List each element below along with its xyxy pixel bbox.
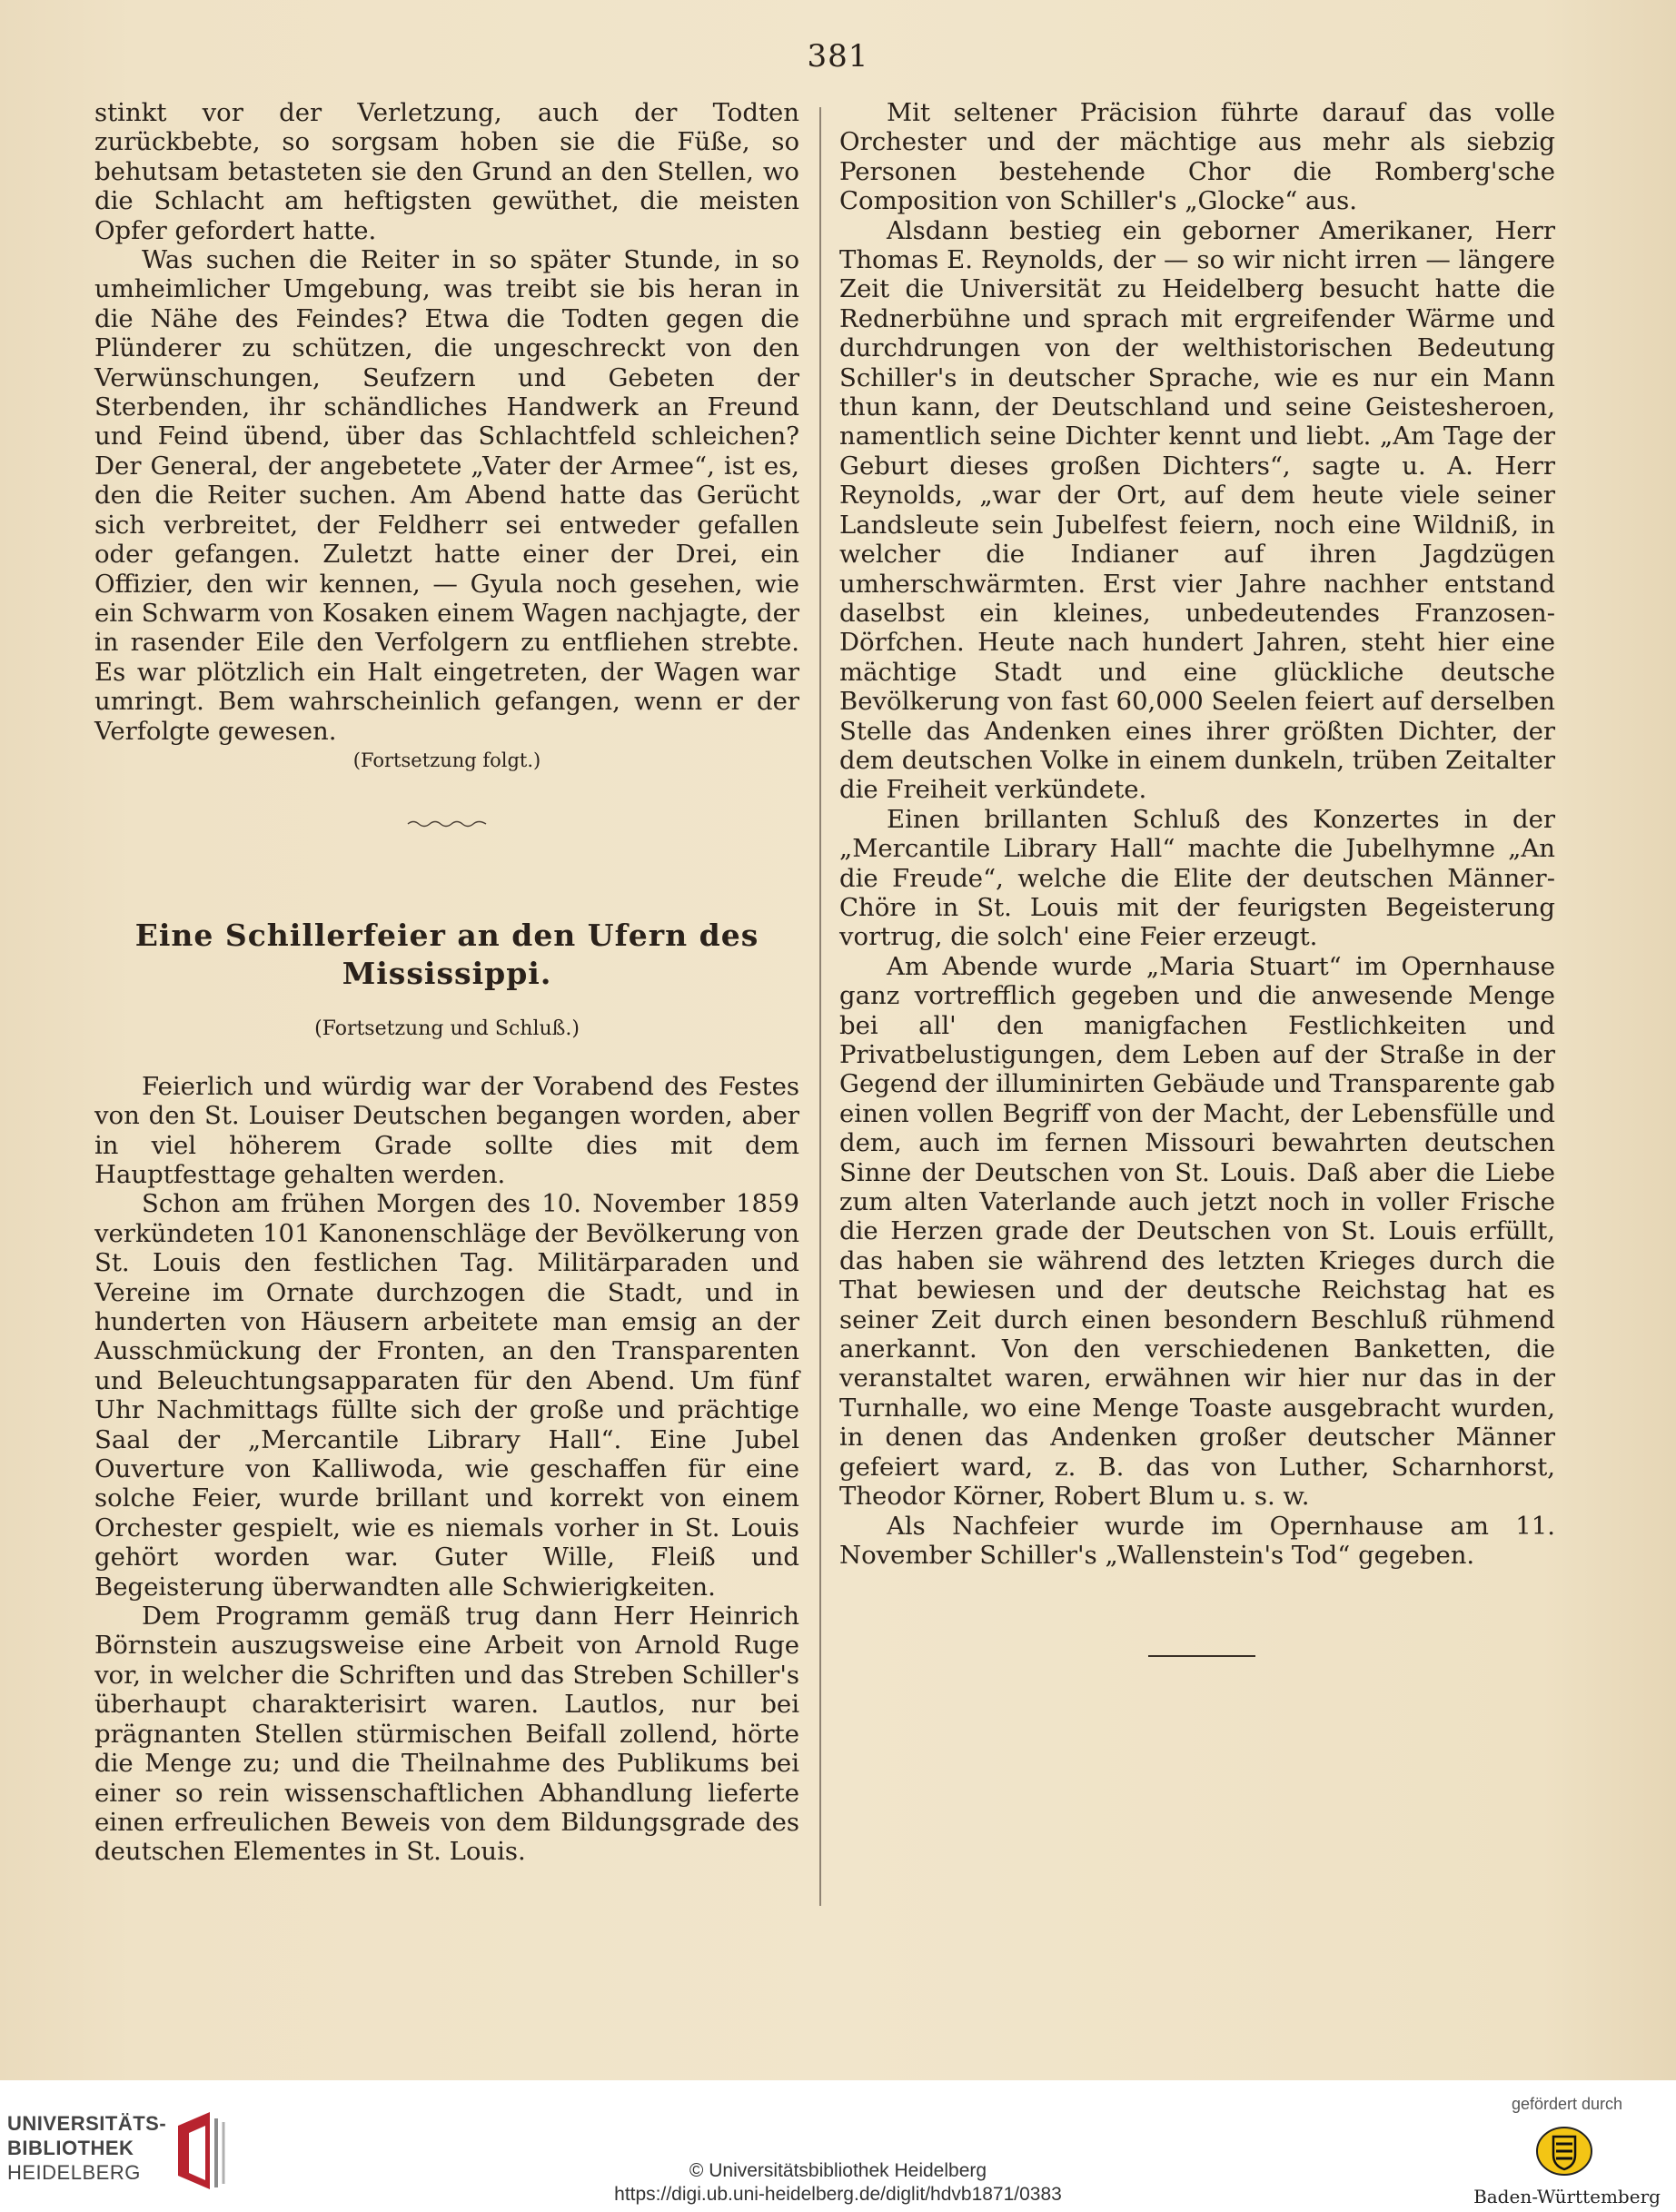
permalink[interactable]: https://digi.ub.uni-heidelberg.de/diglit/hdvb1871/0383 bbox=[614, 2184, 1062, 2205]
article-paragraph: Feierlich und würdig war der Vorabend des Festes von den St. Louiser Deutschen begangen worden, aber in viel höherem Grade sollte dies mit dem Hauptfesttage gehalten werden. bbox=[94, 1071, 799, 1189]
left-column bbox=[94, 98, 799, 1867]
viewer-footer bbox=[0, 2080, 1676, 2212]
article-paragraph: Schon am frühen Morgen des 10. November 1859 verkündeten 101 Kanonenschläge der Bevölkerung von St. Louis den festlichen Tag. Militärparaden und Vereine im Ornate durchzogen die Stadt, und in hunderten von Häusern arbeitete man emsig an der Ausschmückung der Fronten, an den Transparenten und Beleuchtungsapparaten für den Abend. Um fünf Uhr Nachmittags füllte sich der große und prächtige Saal der „Mercantile Library Hall“. Eine Jubel Ouverture von Kalliwoda, wie geschaffen für eine solche Feier, wurde brillant und korrekt von einem Orchester gespielt, wie es niemals vorher in St. Louis gehört worden war. Guter Wille, Fleiß und Begeisterung überwandten alle Schwierigkeiten. bbox=[94, 1189, 799, 1602]
article-paragraph: Am Abende wurde „Maria Stuart“ im Opernhause ganz vortrefflich gegeben und die anwesende Menge bei all' den manigfachen Festlichkeiten und Privatbelustigungen, dem Leben auf der Straße in der Gegend der illuminirten Gebäude und Transparente gab einen vollen Begriff von der Macht, der Lebensfülle und dem, auch im fernen Missouri bewahrten deutschen Sinne der Deutschen von St. Louis. Daß aber die Liebe zum alten Vaterlande auch jetzt noch in voller Frische die Herzen grade der Deutschen von St. Louis erfüllt, das haben sie während des letzten Krieges durch die That bewiesen und der deutsche Reichstag hat es seiner Zeit durch einen besondern Beschluß rühmend anerkannt. Von den verschiedenen Banketten, die veranstaltet waren, erwähnen wir hier nur das in der Turnhalle, wo eine Menge Toaste ausgebracht wurden, in denen das Andenken großer deutscher Männer gefeiert ward, z. B. das von Luther, Scharnhorst, Theodor Körner, Robert Blum u. s. w. bbox=[839, 951, 1555, 1512]
article-paragraph: Einen brillanten Schluß des Konzertes in der „Mercantile Library Hall“ machte die Jubelhymne „An die Freude“, welche die Elite der deutschen Männer-Chöre in St. Louis mit der feurigsten Begeisterung vortrug, die solch' eine Feier erzeugt. bbox=[839, 804, 1555, 952]
article-paragraph: Dem Programm gemäß trug dann Herr Heinrich Börnstein auszugsweise eine Arbeit von Arnold Ruge vor, in welcher die Schriften und das Streben Schiller's überhaupt charakterisirt waren. Lautlos, nur bei prägnanten Stellen stürmischen Beifall zollend, hörte die Menge zu; und die Theilnahme des Publikums bei einer so rein wissenschaftlichen Abhandlung lieferte einen erfreulichen Beweis von dem Bildungsgrade des deutschen Elementes in St. Louis. bbox=[94, 1602, 799, 1867]
sponsor-name: Baden-Württemberg bbox=[1473, 2186, 1661, 2207]
article-paragraph: Alsdann bestieg ein geborner Amerikaner, Herr Thomas E. Reynolds, der — so wir nicht irren — längere Zeit die Universität zu Heidelberg besucht hatte die Rednerbühne und sprach mit ergreifender Wärme und durchdrungen von der welthistorischen Bedeutung Schiller's in deutscher Sprache, wie es nur ein Mann thun kann, der Deutschland und seine Geistesheroen, namentlich seine Dichter kennt und liebt. „Am Tage der Geburt dieses großen Dichters“, sagte u. A. Herr Reynolds, „war der Ort, auf dem heute viele seiner Landsleute sein Jubelfest feiern, noch eine Wildniß, in welcher die Indianer auf ihren Jagdzügen umherschwärmten. Erst vier Jahre nachher entstand daselbst ein kleines, unbedeutendes Franzosen-Dörfchen. Heute nach hundert Jahren, steht hier eine mächtige Stadt und eine glückliche deutsche Bevölkerung von fast 60,000 Seelen feiert auf derselben Stelle das Andenken eines ihrer größten Dichter, der dem deutschen Volke in einem dunkeln, trüben Zeitalter die Freiheit verkündete. bbox=[839, 215, 1555, 805]
continuation-paragraph: stinkt vor der Verletzung, auch der Todten zurückbebte, so sorgsam hoben sie die Füße, so behutsam betasteten sie den Grund an den Stellen, wo die Schlacht am heftigsten gewüthet, die meisten Opfer gefordert hatte. bbox=[94, 98, 799, 245]
baden-wuerttemberg-crest-icon bbox=[1535, 2122, 1593, 2180]
sponsor-label: gefördert durch bbox=[1511, 2095, 1623, 2113]
article-subtitle: (Fortsetzung und Schluß.) bbox=[314, 1017, 580, 1041]
library-name-line: HEIDELBERG bbox=[7, 2161, 141, 2184]
continuation-paragraph: Was suchen die Reiter in so später Stunde, in so umheimlicher Umgebung, was treibt sie bis heran in die Nähe des Feindes? Etwa die Todten gegen die Plünderer zu schützen, die ungeschreckt von den Verwünschungen, Seufzern und Gebeten der Sterbenden, ihr schändliches Handwerk an Freund und Feind übend, über das Schlachtfeld schleichen? Der General, der angebetete „Vater der Armee“, ist es, den die Reiter suchen. Am Abend hatte das Gerücht sich verbreitet, der Feldherr sei entweder gefallen oder gefangen. Zuletzt hatte einer der Drei, ein Offizier, den wir kennen, — Gyula noch gesehen, wie ein Schwarm von Kosaken einem Wagen nachjagte, der in rasender Eile den Verfolgern zu entfliehen strebte. Es war plötzlich ein Halt eingetreten, der Wagen war umringt. Bem wahrscheinlich gefangen, wenn er der Verfolgte gewesen. bbox=[94, 245, 799, 746]
section-divider-ornament bbox=[406, 818, 488, 829]
library-name-line: UNIVERSITÄTS- bbox=[7, 2112, 167, 2135]
sponsor-block[interactable] bbox=[1472, 2095, 1662, 2208]
article-end-rule bbox=[1148, 1655, 1255, 1657]
article-paragraph: Mit seltener Präcision führte darauf das volle Orchester und der mächtige aus mehr als siebzig Personen bestehende Chor die Romberg'sche Composition von Schiller's „Glocke“ aus. bbox=[839, 98, 1555, 216]
right-column bbox=[839, 98, 1555, 1657]
article-title: Eine Schillerfeier an den Ufern des Mississippi. bbox=[134, 918, 759, 992]
column-divider bbox=[819, 107, 821, 1906]
copyright-notice: © Universitätsbibliothek Heidelberg bbox=[689, 2160, 987, 2181]
article-paragraph: Als Nachfeier wurde im Opernhause am 11. November Schiller's „Wallenstein's Tod“ gegeben. bbox=[839, 1511, 1555, 1570]
continued-note: (Fortsetzung folgt.) bbox=[352, 749, 541, 771]
page-number: 381 bbox=[807, 38, 869, 74]
library-name-line: BIBLIOTHEK bbox=[7, 2137, 134, 2159]
